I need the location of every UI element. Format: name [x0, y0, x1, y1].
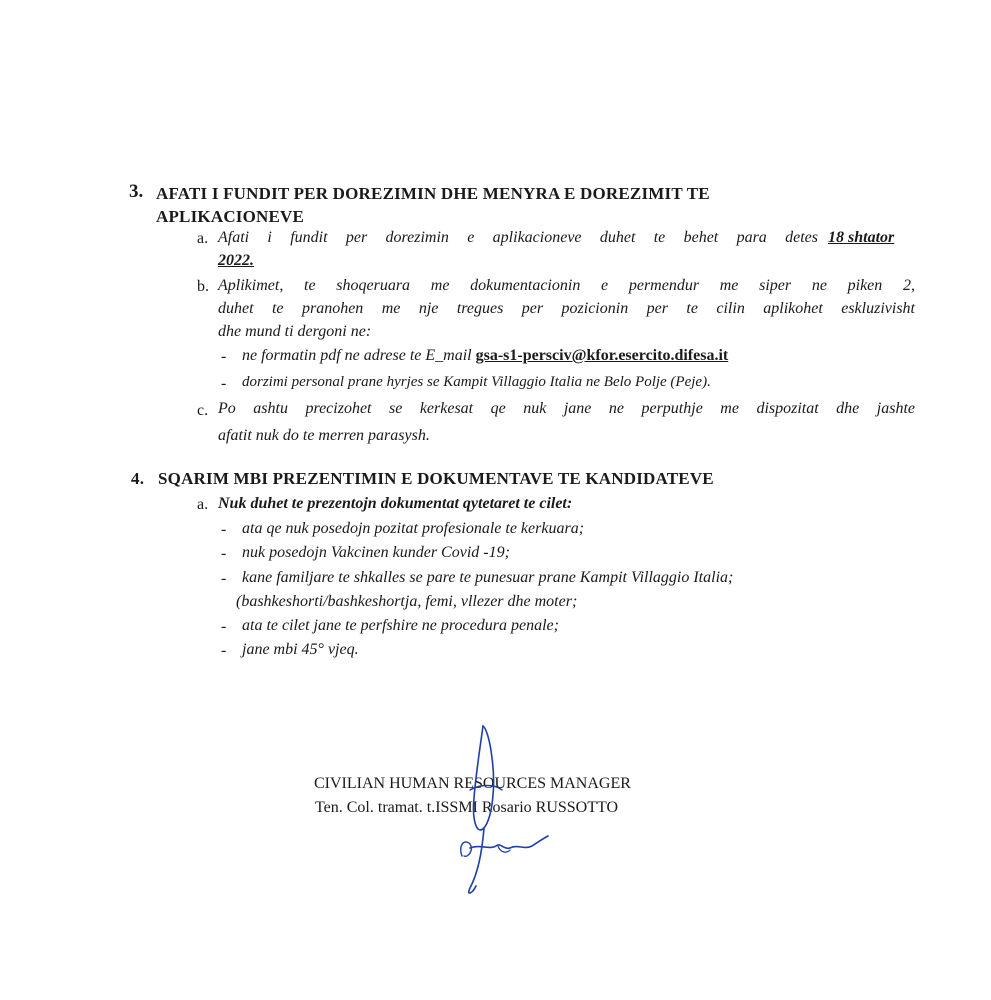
item-3b-label: b. [197, 278, 209, 295]
item-3a-line1: Afati i fundit per dorezimin e aplikacioneve duhet te behet para detes [218, 229, 818, 246]
item-4a-bullet: ata te cilet jane te perfshire ne procedura penale; [242, 617, 559, 634]
item-3b-bullet1 [242, 347, 728, 365]
item-3b-line1 [218, 277, 915, 295]
item-4a-bullet: jane mbi 45° vjeq. [242, 641, 359, 658]
item-3b-line3: dhe mund ti dergoni ne: [218, 323, 372, 340]
item-3b-bullet2: dorzimi personal prane hyrjes se Kampit Villaggio Italia ne Belo Polje (Peje). [242, 374, 711, 390]
item-3c-line2: afatit nuk do te merren parasysh. [218, 427, 430, 444]
item-3b-line2-text: duhet te pranohen me nje tregues per pozicionin per te cilin aplikohet eskluzivisht [218, 300, 915, 317]
item-3a-label: a. [197, 230, 209, 247]
bullet-dash: - [221, 348, 227, 365]
signatory-name: Ten. Col. tramat. t.ISSMI Rosario RUSSOTTO [315, 799, 619, 816]
deadline-date-part2: 2022. [218, 252, 254, 269]
section-3-number: 3. [129, 181, 144, 202]
bullet-dash: - [221, 375, 227, 392]
item-4a-intro: Nuk duhet te prezentojn dokumentat qytetaret te cilet: [218, 495, 573, 512]
item-4a-bullet: kane familjare te shkalles se pare te punesuar prane Kampit Villaggio Italia; [242, 569, 734, 586]
item-3c-label: c. [197, 402, 209, 419]
bullet-dash: - [221, 570, 227, 587]
item-3b-line2 [218, 300, 915, 318]
section-3-title-line1: AFATI I FUNDIT PER DOREZIMIN DHE MENYRA E DOREZIMIT TE [156, 184, 710, 203]
bullet-dash: - [221, 618, 227, 635]
section-3-title-line2: APLIKACIONEVE [156, 207, 305, 226]
email-link[interactable]: gsa-s1-persciv@kfor.esercito.difesa.it [475, 347, 729, 364]
item-3b-line1-text: Aplikimet, te shoqeruara me dokumentacionin e permendur me siper ne piken 2, [218, 277, 915, 294]
bullet-dash: - [221, 545, 227, 562]
handwritten-signature [440, 718, 550, 903]
item-4a-bullet: nuk posedojn Vakcinen kunder Covid -19; [242, 544, 510, 561]
bullet-dash: - [221, 642, 227, 659]
item-4a-label: a. [197, 496, 209, 513]
deadline-date-part1: 18 shtator [828, 229, 895, 246]
item-3a-text [218, 229, 818, 247]
section-4-number: 4. [131, 469, 145, 488]
item-4a-bullet-continuation: (bashkeshorti/bashkeshortja, femi, vllezer dhe moter; [236, 593, 578, 610]
item-3b-bullet1-text: ne formatin pdf ne adrese te E_mail [242, 347, 472, 364]
bullet-dash: - [221, 521, 227, 538]
signatory-title: CIVILIAN HUMAN RESOURCES MANAGER [314, 775, 631, 792]
item-3c-line1-text: Po ashtu precizohet se kerkesat qe nuk jane ne perputhje me dispozitat dhe jashte [218, 400, 915, 417]
item-4a-bullet: ata qe nuk posedojn pozitat profesionale te kerkuara; [242, 520, 585, 537]
item-3c-line1 [218, 400, 915, 418]
section-4-title: SQARIM MBI PREZENTIMIN E DOKUMENTAVE TE KANDIDATEVE [158, 469, 714, 488]
